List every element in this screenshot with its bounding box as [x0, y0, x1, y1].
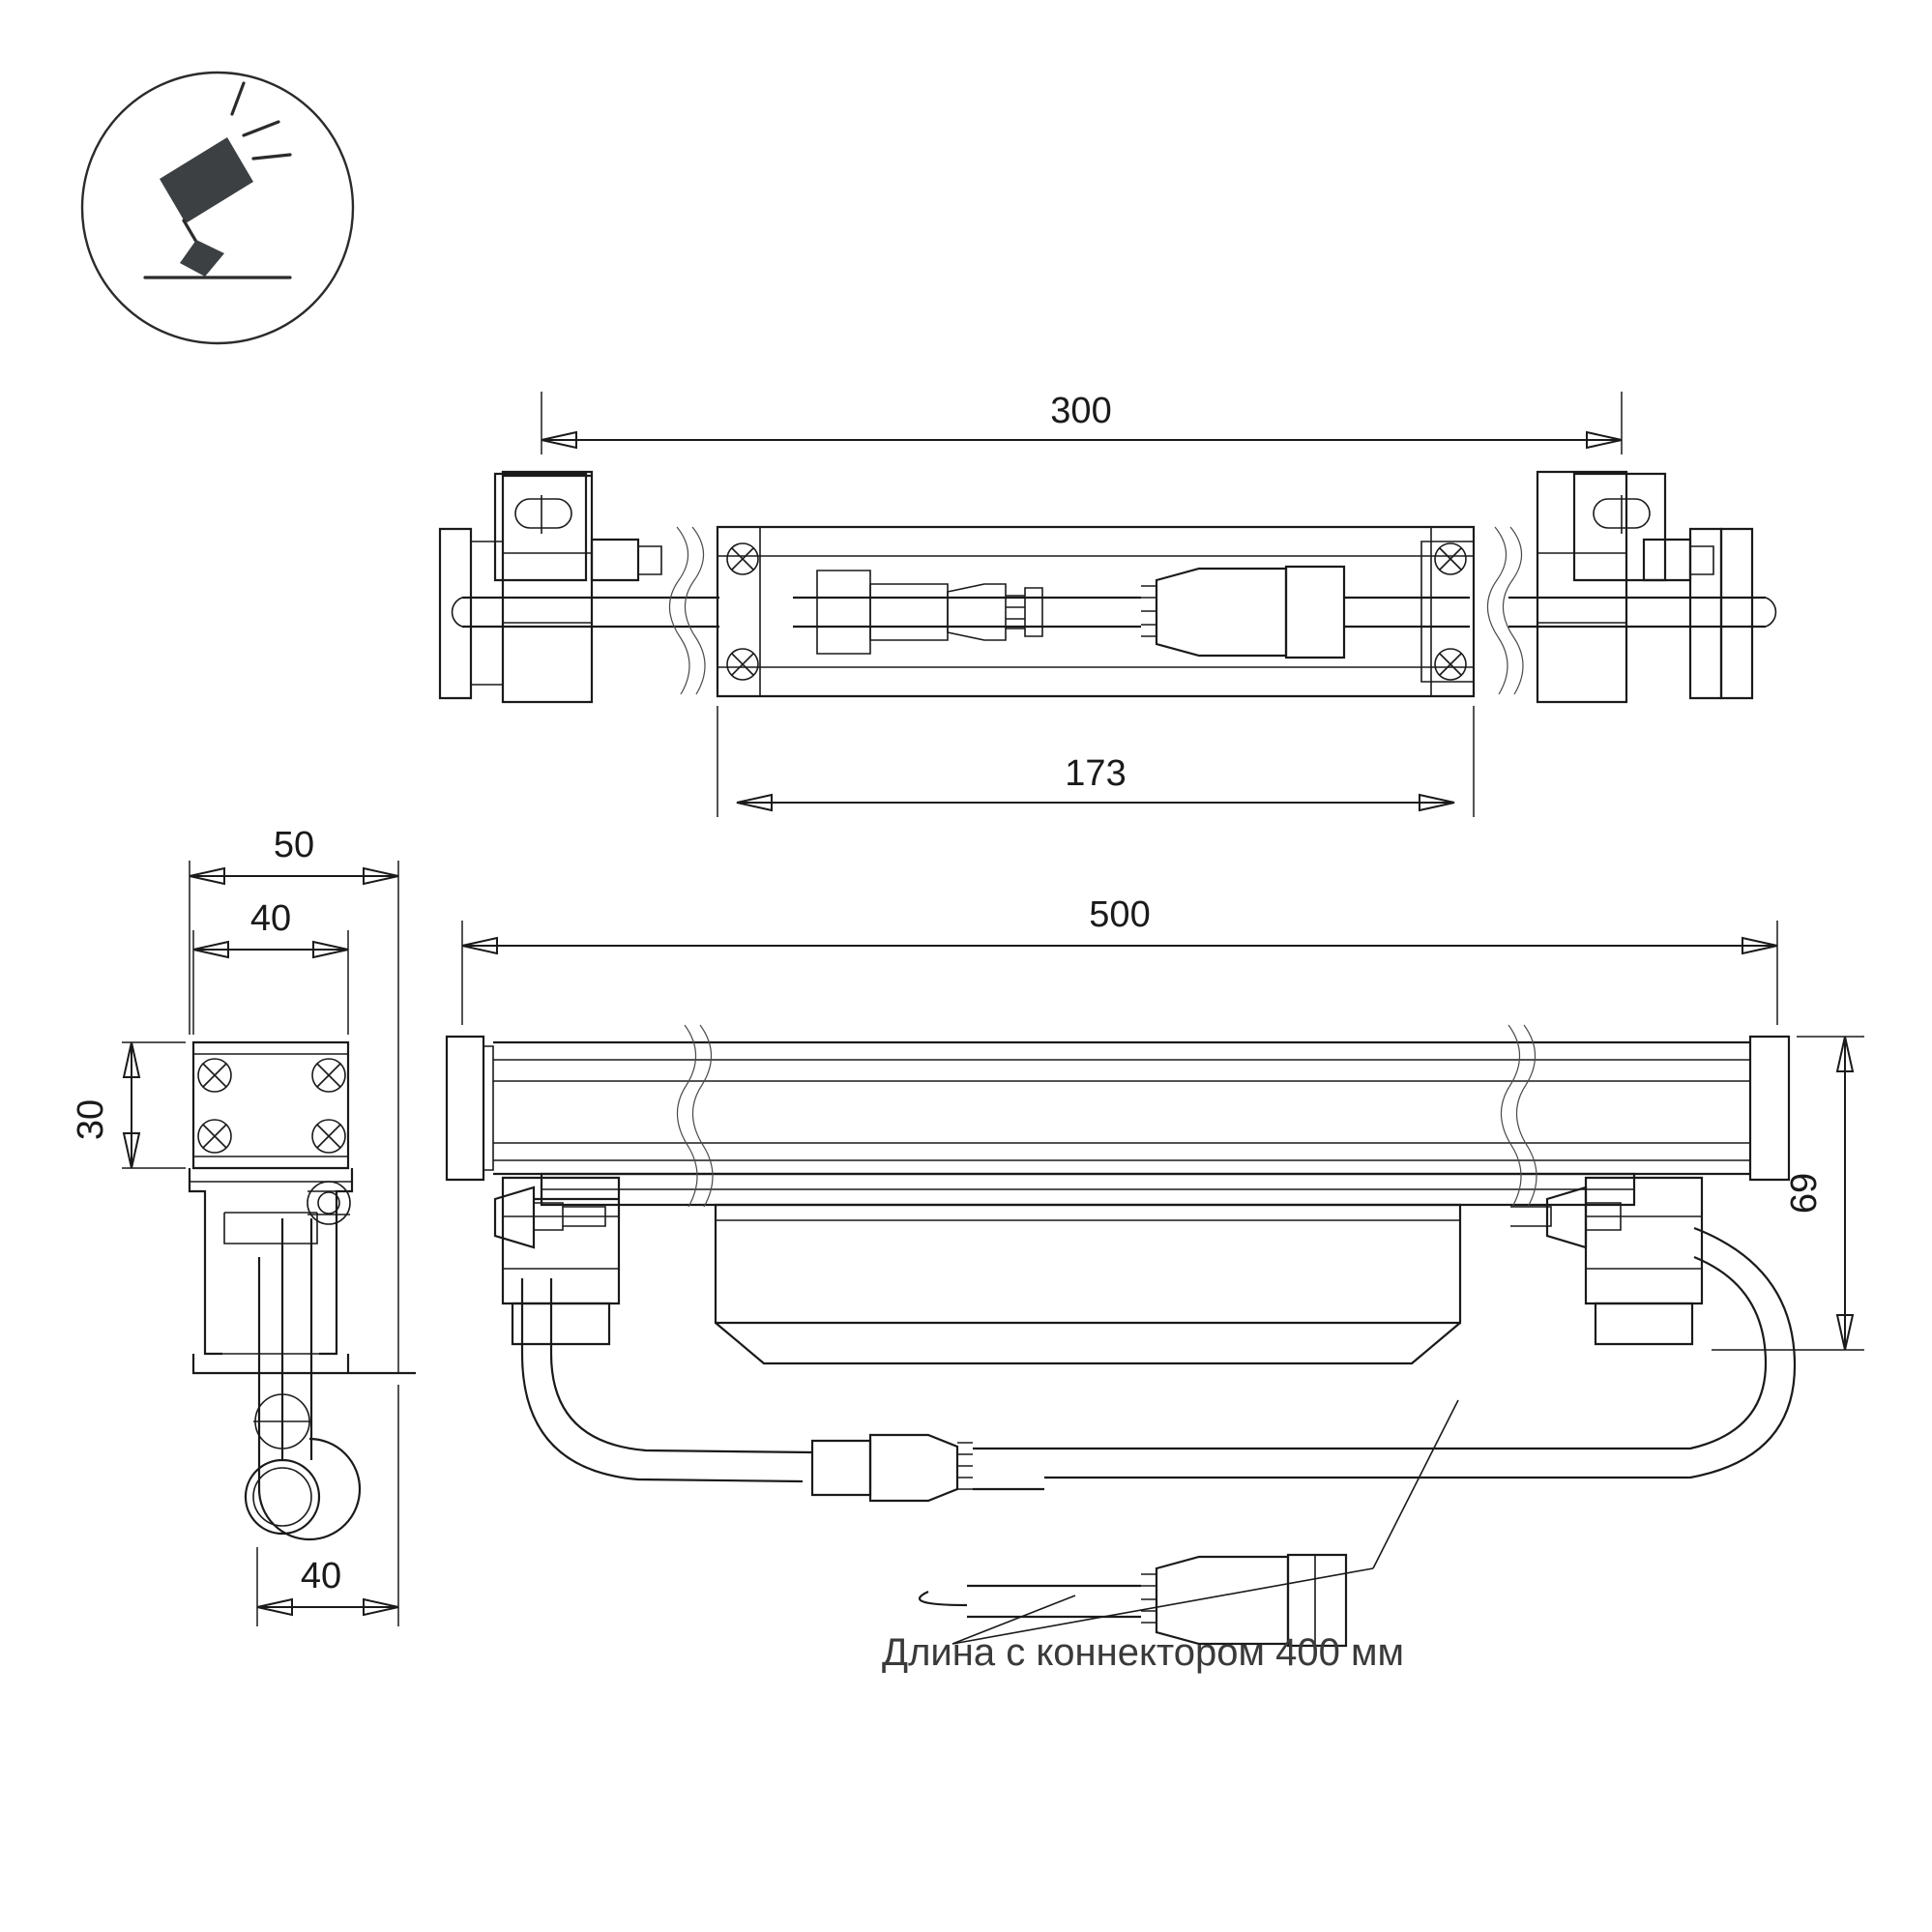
dimension-50 [190, 825, 398, 1373]
dimension-label-69: 69 [1784, 1172, 1825, 1215]
dimension-30 [71, 1042, 186, 1168]
connector-length-note: Длина с коннектором 400 мм [882, 1631, 1404, 1674]
dimension-300 [542, 391, 1622, 454]
dimension-label-30: 30 [71, 1098, 111, 1141]
top-view-assembly [440, 472, 1775, 702]
dimension-40-top [193, 898, 348, 1035]
dimension-label-40-bottom: 40 [300, 1556, 342, 1596]
dimension-173 [717, 706, 1474, 817]
side-view-assembly [190, 1042, 416, 1539]
dimension-label-40-top: 40 [249, 898, 292, 939]
dimension-500 [462, 894, 1777, 1025]
dimension-label-50: 50 [273, 825, 315, 865]
screw-heads [727, 543, 1466, 680]
dimension-label-173: 173 [1065, 753, 1127, 794]
spotlight-ground-mount-icon [82, 73, 353, 343]
dimension-label-500: 500 [1089, 894, 1151, 935]
front-view-assembly [447, 1025, 1795, 1646]
dimension-label-300: 300 [1050, 391, 1112, 431]
